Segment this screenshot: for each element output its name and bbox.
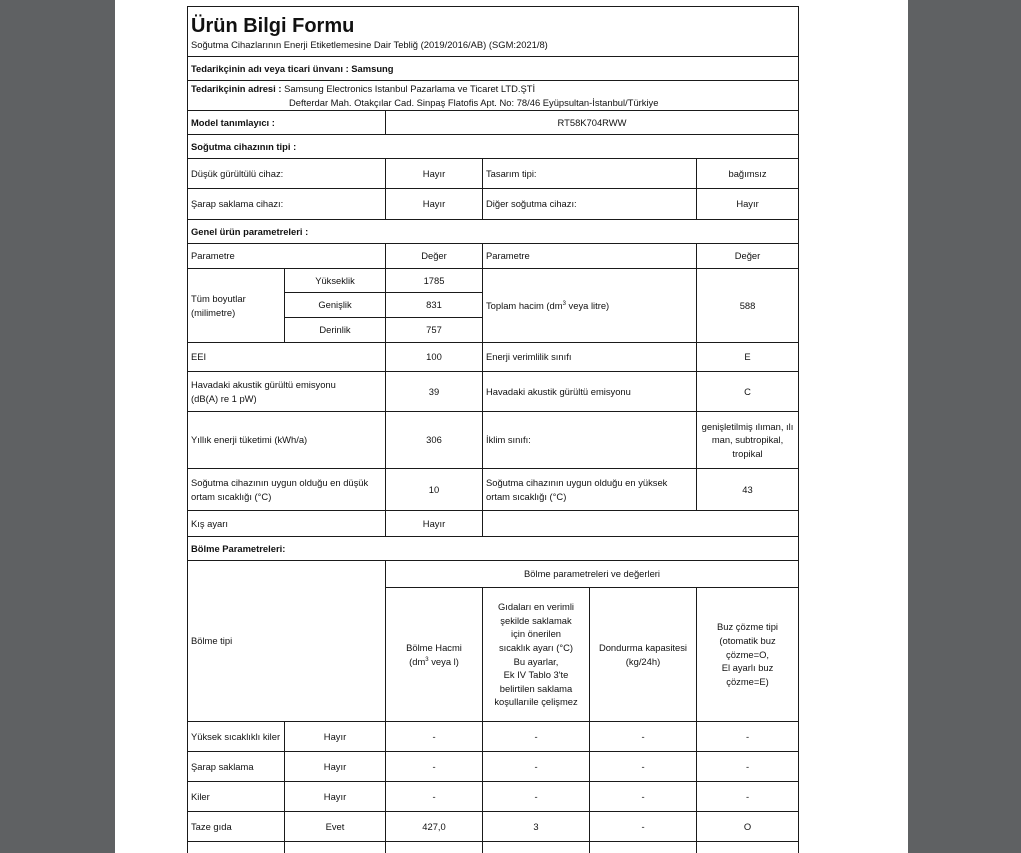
noise-emission-label [188,372,386,412]
product-info-table [187,6,799,853]
col-temp-line: sıcaklık ayarı (°C) [498,641,574,653]
form-header [188,7,799,57]
supplier-address-sep: : [275,82,285,94]
compartment-temp: 3 [483,812,590,842]
compartment-row [188,812,799,842]
form-title: Ürün Bilgi Formu [191,14,355,37]
compartment-row [188,782,799,812]
compartment-name: Şarap saklama [188,752,285,782]
value-header-left: Değer [386,244,483,269]
model-value: RT58K704RWW [386,111,799,135]
min-temp-label-2: ortam sıcaklığı (°C) [191,490,272,502]
col-defrost-line: (otomatik buz [719,635,776,647]
compartment-name: Taze gıda [188,812,285,842]
compartment-defrost: - [697,752,799,782]
compartment-row [188,722,799,752]
col-volume-header-1: Bölme Hacmi [406,641,462,653]
compartment-present: Evet [285,812,386,842]
compartment-defrost: O [697,812,799,842]
other-appliance-value: Hayır [697,189,799,220]
climate-class-value-1: genişletilmiş ılıman, ılı [701,420,794,432]
total-volume-label-post: veya litre) [565,299,610,311]
table-cutoff-cell [483,842,590,853]
design-type-label: Tasarım tipi: [483,159,697,189]
col-temp-line: Gıdaları en verimli [497,601,575,612]
col-freeze-header [590,588,697,722]
compartment-row [188,752,799,782]
noise-emission-label-2: (dB(A) re 1 pW) [191,392,257,404]
dimensions-label [188,269,285,343]
compartment-freeze: - [590,782,697,812]
energy-class-label: Enerji verimlilik sınıfı [483,343,697,372]
compartment-defrost: - [697,782,799,812]
compartment-volume: - [386,752,483,782]
height-label: Yükseklik [285,269,386,293]
total-volume-sup: 3 [562,300,566,307]
noise-class-value: C [697,372,799,412]
winter-setting-value: Hayır [386,511,483,537]
compartment-defrost: - [697,722,799,752]
min-temp-label [188,469,386,511]
table-cutoff-cell [188,842,285,853]
compartment-volume: - [386,782,483,812]
col-volume-header-2 [389,655,479,669]
dimensions-label-text: Tüm boyutlar [191,292,246,304]
compartment-volume: - [386,722,483,752]
climate-class-label: İklim sınıfı: [483,412,697,469]
compartment-volume: 427,0 [386,812,483,842]
total-volume-label-pre: Toplam hacim (dm [486,299,563,311]
compartment-present: Hayır [285,752,386,782]
col-temp-line: için önerilen [510,628,562,640]
winter-setting-label: Kış ayarı [188,511,386,537]
low-noise-label: Düşük gürültülü cihaz: [188,159,386,189]
wine-storage-value: Hayır [386,189,483,220]
winter-empty-cell [483,511,799,537]
height-value: 1785 [386,269,483,293]
col-defrost-line: El ayarlı buz çözme=E) [721,662,774,687]
table-cutoff-cell [697,842,799,853]
col-freeze-line: Dondurma kapasitesi [598,641,688,653]
col-defrost-line: Buz çözme tipi [717,621,778,633]
width-label: Genişlik [285,293,386,318]
col-defrost-header [697,588,799,722]
max-temp-label [483,469,697,511]
compartment-temp: - [483,722,590,752]
col-temp-line: belirtilen saklama [499,682,573,694]
param-header-right: Parametre [483,244,697,269]
climate-class-value [697,412,799,469]
compartment-freeze: - [590,722,697,752]
energy-class-value: E [697,343,799,372]
wine-storage-label: Şarap saklama cihazı: [188,189,386,220]
compartment-temp: - [483,752,590,782]
col-temp-line: koşullarıile çelişmez [494,696,578,708]
table-cutoff-cell [590,842,697,853]
col-volume-post: veya l) [428,655,459,667]
col-temp-line: Bu ayarlar, [513,655,559,667]
supplier-name: Tedarikçinin adı veya ticari ünvanı : Samsung [188,57,799,81]
min-temp-label-1: Soğutma cihazının uygun olduğu en düşük [191,476,369,488]
table-cutoff-cell [386,842,483,853]
compartment-name: Kiler [188,782,285,812]
max-temp-value: 43 [697,469,799,511]
annual-energy-label: Yıllık enerji tüketimi (kWh/a) [188,412,386,469]
min-temp-value: 10 [386,469,483,511]
compartment-group-header: Bölme parametreleri ve değerleri [386,561,799,588]
type-heading: Soğutma cihazının tipi : [188,135,799,159]
col-temp-header [483,588,590,722]
dimensions-unit-text: (milimetre) [191,306,236,318]
col-volume-pre: (dm [409,655,426,667]
compartment-temp: - [483,782,590,812]
col-temp-line: şekilde saklamak [500,614,572,626]
compartment-present: Hayır [285,722,386,752]
supplier-address-line1: Samsung Electronics Istanbul Pazarlama ve Ticaret LTD.ŞTİ [284,82,536,94]
total-volume-value: 588 [697,269,799,343]
compartment-freeze: - [590,752,697,782]
compartments-heading: Bölme Parametreleri: [188,537,799,561]
climate-class-value-2: man, subtropikal, [711,434,784,446]
annual-energy-value: 306 [386,412,483,469]
other-appliance-label: Diğer soğutma cihazı: [483,189,697,220]
model-label: Model tanımlayıcı : [188,111,386,135]
total-volume-label [483,269,697,343]
depth-label: Derinlik [285,318,386,343]
form-subtitle: Soğutma Cihazlarının Enerji Etiketlemesine Dair Tebliğ (2019/2016/AB) (SGM:2021/8) [191,38,548,50]
value-header-right: Değer [697,244,799,269]
col-freeze-line: (kg/24h) [625,655,661,667]
param-header-left: Parametre [188,244,386,269]
table-cutoff-cell [285,842,386,853]
col-temp-line: Ek IV Tablo 3'te [503,669,569,681]
low-noise-value: Hayır [386,159,483,189]
supplier-address-label: Tedarikçinin adresi [191,82,276,94]
noise-emission-value: 39 [386,372,483,412]
col-volume-sup: 3 [425,656,429,663]
eei-label: EEI [188,343,386,372]
noise-emission-label-1: Havadaki akustik gürültü emisyonu [191,378,336,390]
col-volume-header [386,588,483,722]
max-temp-label-2: ortam sıcaklığı (°C) [486,490,567,502]
col-defrost-line: çözme=O, [726,648,769,660]
compartment-present: Hayır [285,782,386,812]
compartment-type-header: Bölme tipi [188,561,386,722]
climate-class-value-3: tropikal [732,447,763,459]
eei-value: 100 [386,343,483,372]
compartment-name: Yüksek sıcaklıklı kiler [188,722,285,752]
compartment-freeze: - [590,812,697,842]
width-value: 831 [386,293,483,318]
supplier-address [188,81,799,111]
supplier-address-line2: Defterdar Mah. Otakçılar Cad. Sinpaş Flatofis Apt. No: 78/46 Eyüpsultan-İstanbul/Türkiye [289,96,659,108]
noise-class-label: Havadaki akustik gürültü emisyonu [483,372,697,412]
document-page [115,0,908,853]
max-temp-label-1: Soğutma cihazının uygun olduğu en yüksek [486,476,668,488]
depth-value: 757 [386,318,483,343]
general-heading: Genel ürün parametreleri : [188,220,799,244]
design-type-value: bağımsız [697,159,799,189]
